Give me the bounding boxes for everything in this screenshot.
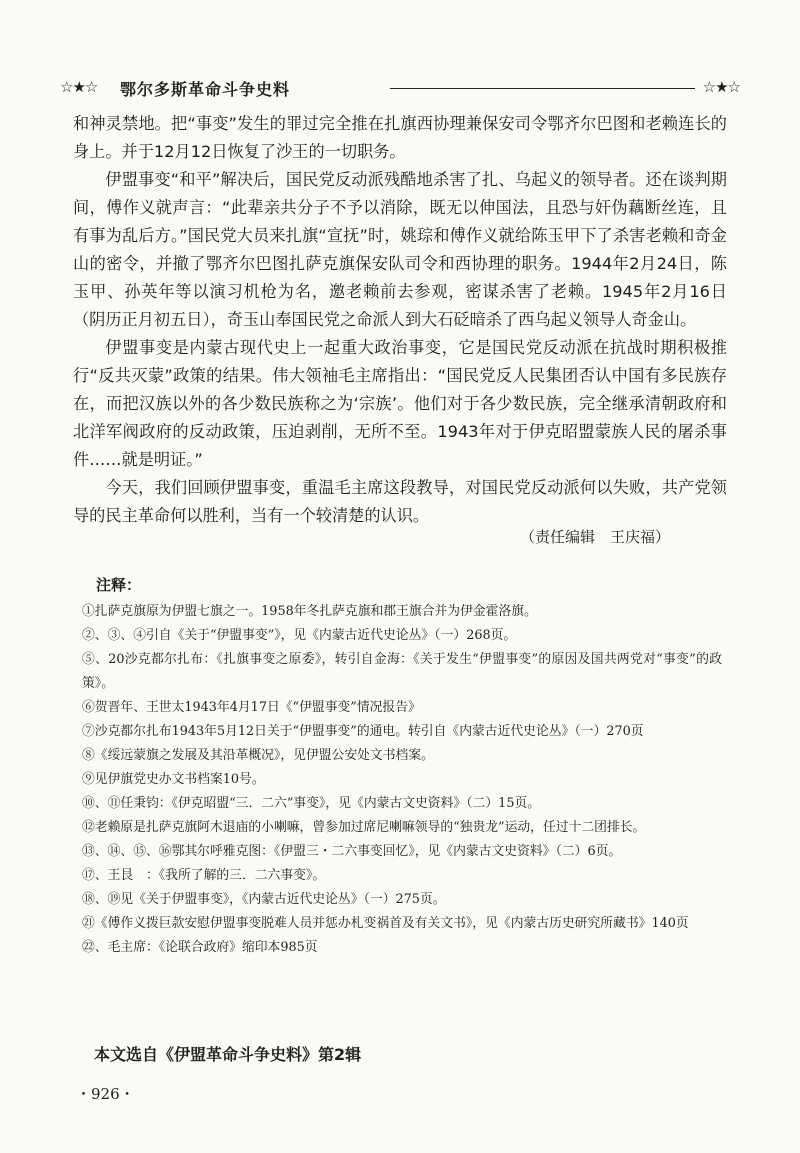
source-citation: 本文选自《伊盟革命斗争史料》第2辑 (94, 1045, 362, 1064)
body-paragraph: 今天，我们回顾伊盟事变，重温毛主席这段教导，对国民党反动派何以失败，共产党领导的民主革命何以胜利，当有一个较清楚的认识。 (73, 478, 727, 525)
note-item: ⑤、20沙克都尔扎布：《扎旗事变之原委》，转引自金海：《关于发生“伊盟事变”的原因及国共两党对“事变”的政策》。 (82, 652, 722, 691)
header-stars-right: ☆★☆ (702, 78, 740, 96)
note-item: ⑰、王艮 ：《我所了解的三．二六事变》。 (82, 868, 326, 883)
body-paragraph: 伊盟事变“和平”解决后，国民党反动派残酷地杀害了扎、乌起义的领导者。还在谈判期间，傅作义就声言：“此辈亲共分子不予以消除，既无以伸国法，且恐与奸伪藕断丝连，且有事为乱后方。”国民党大员来扎旗“宣抚”时，姚琮和傅作义就给陈玉甲下了杀害老赖和奇金山的密令，并撤了鄂齐尔巴图扎萨克旗保安队司令和西协理的职务。1944年2月24日，陈玉甲、孙英年等以演习机枪为名，邀老赖前去参观，密谋杀害了老赖。1945年2月16日（阴历正月初五日），奇玉山奉国民党之命派人到大石砭暗杀了西乌起义领导人奇金山。 (73, 170, 727, 329)
notes-section (82, 574, 722, 960)
running-header (60, 76, 740, 102)
notes-title: 注释： (96, 576, 142, 594)
note-item: ①扎萨克旗原为伊盟七旗之一。1958年冬扎萨克旗和郡王旗合并为伊金霍洛旗。 (82, 604, 537, 619)
note-item: ㉒、毛主席：《论联合政府》缩印本985页 (82, 940, 318, 955)
note-item: ㉑《傅作义拨巨款安慰伊盟事变脱难人员并惩办札变祸首及有关文书》，见《内蒙古历史研究所藏书》140页 (82, 916, 689, 931)
editor-credit: （责任编辑 王庆福） (520, 528, 671, 546)
note-item: ⑦沙克都尔扎布1943年5月12日关于“伊盟事变”的通电。转引自《内蒙古近代史论丛》（一）270页 (82, 724, 644, 739)
note-item: ⑧《绥远蒙旗之发展及其沿革概况》，见伊盟公安处文书档案。 (82, 748, 434, 763)
note-item: ⑩、⑪任秉钧：《伊克昭盟“三．二六”事变》，见《内蒙古文史资料》（二）15页。 (82, 796, 541, 811)
page-number: ・926・ (76, 1085, 135, 1103)
note-item: ⑬、⑭、⑮、⑯鄂其尔呼雅克图：《伊盟三・二六事变回忆》，见《内蒙古文史资料》（二）6页。 (82, 844, 622, 859)
note-item: ⑫老赖原是扎萨克旗阿木退庙的小喇嘛，曾参加过席尼喇嘛领导的“独贵龙”运动，任过十二团排长。 (82, 820, 646, 835)
body-paragraph: 和神灵禁地。把“事变”发生的罪过完全推在扎旗西协理兼保安司令鄂齐尔巴图和老赖连长的身上。并于12月12日恢复了沙王的一切职务。 (73, 114, 727, 161)
note-item: ⑱、⑲见《关于伊盟事变》，《内蒙古近代史论丛》（一）275页。 (82, 892, 446, 907)
series-title: 鄂尔多斯革命斗争史料 (120, 80, 291, 99)
note-item: ⑨见伊旗党史办文书档案10号。 (82, 772, 265, 787)
note-item: ⑥贺晋年、王世太1943年4月17日《“伊盟事变”情况报告》 (82, 700, 421, 715)
body-paragraph: 伊盟事变是内蒙古现代史上一起重大政治事变，它是国民党反动派在抗战时期积极推行“反共灭蒙”政策的结果。伟大领袖毛主席指出：“国民党反人民集团否认中国有多民族存在，而把汉族以外的各少数民族称之为‘宗族’。他们对于各少数民族，完全继承清朝政府和北洋军阀政府的反动政策，压迫剥削，无所不至。1943年对于伊克昭盟蒙族人民的屠杀事件……就是明证。” (73, 338, 727, 469)
header-stars-left: ☆★☆ (60, 78, 98, 96)
note-item: ②、③、④引自《关于“伊盟事变”》，见《内蒙古近代史论丛》（一）268页。 (82, 628, 517, 643)
header-rule (390, 88, 695, 89)
article-body (73, 110, 727, 530)
